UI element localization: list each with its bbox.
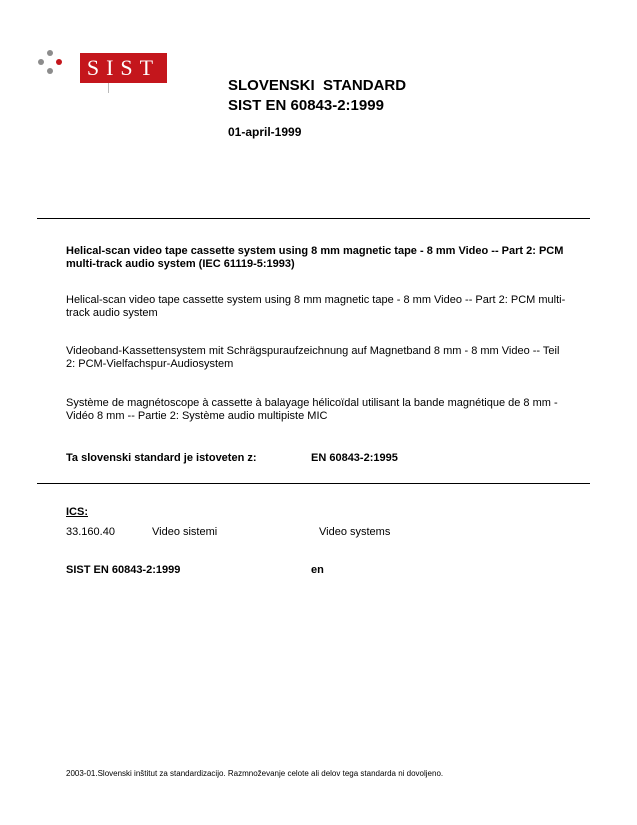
- ics-label: ICS:: [66, 506, 88, 518]
- document-id: SIST EN 60843-2:1999: [66, 564, 181, 576]
- logo-dot-gray: [47, 50, 53, 56]
- ics-slovenian: Video sistemi: [152, 526, 218, 538]
- ics-english: Video systems: [319, 526, 391, 538]
- document-language: en: [311, 564, 324, 576]
- german-title: Videoband-Kassettensystem mit Schrägspuraufzeichnung auf Magnetband 8 mm - 8 mm Video -- Teil 2: PCM-Vielfachspur-Audiosystem: [66, 345, 560, 370]
- logo-dot-gray: [38, 59, 44, 65]
- ics-code: 33.160.40: [66, 526, 115, 538]
- standard-title: SLOVENSKI STANDARD: [228, 77, 407, 94]
- french-title: Système de magnétoscope à cassette à balayage hélicoïdal utilisant la bande magnétique de 8 mm - Vidéo 8 mm -- Partie 2: Système audio multipiste MIC: [66, 397, 558, 422]
- logo-divider: [108, 83, 109, 93]
- logo-dot-gray: [47, 68, 53, 74]
- standard-date: 01-april-1999: [228, 125, 302, 139]
- bottom-rule: [37, 483, 590, 484]
- identity-value: EN 60843-2:1995: [311, 452, 398, 464]
- logo-dots: [36, 48, 76, 80]
- main-title: Helical-scan video tape cassette system using 8 mm magnetic tape - 8 mm Video -- Part 2: PCM multi-track audio system (IEC 61119-5:1993): [66, 245, 564, 270]
- standard-number: SIST EN 60843-2:1999: [228, 97, 384, 114]
- english-title: Helical-scan video tape cassette system using 8 mm magnetic tape - 8 mm Video -- Part 2: PCM multi-track audio system: [66, 294, 566, 319]
- sist-logo: [80, 53, 167, 83]
- top-rule: [37, 218, 590, 219]
- logo-dot-red: [56, 59, 62, 65]
- copyright-footer: 2003-01.Slovenski inštitut za standardizacijo. Razmnoževanje celote ali delov tega standarda ni dovoljeno.: [66, 769, 444, 778]
- logo-text: SIST: [86, 55, 161, 80]
- identity-label: Ta slovenski standard je istoveten z:: [66, 452, 257, 464]
